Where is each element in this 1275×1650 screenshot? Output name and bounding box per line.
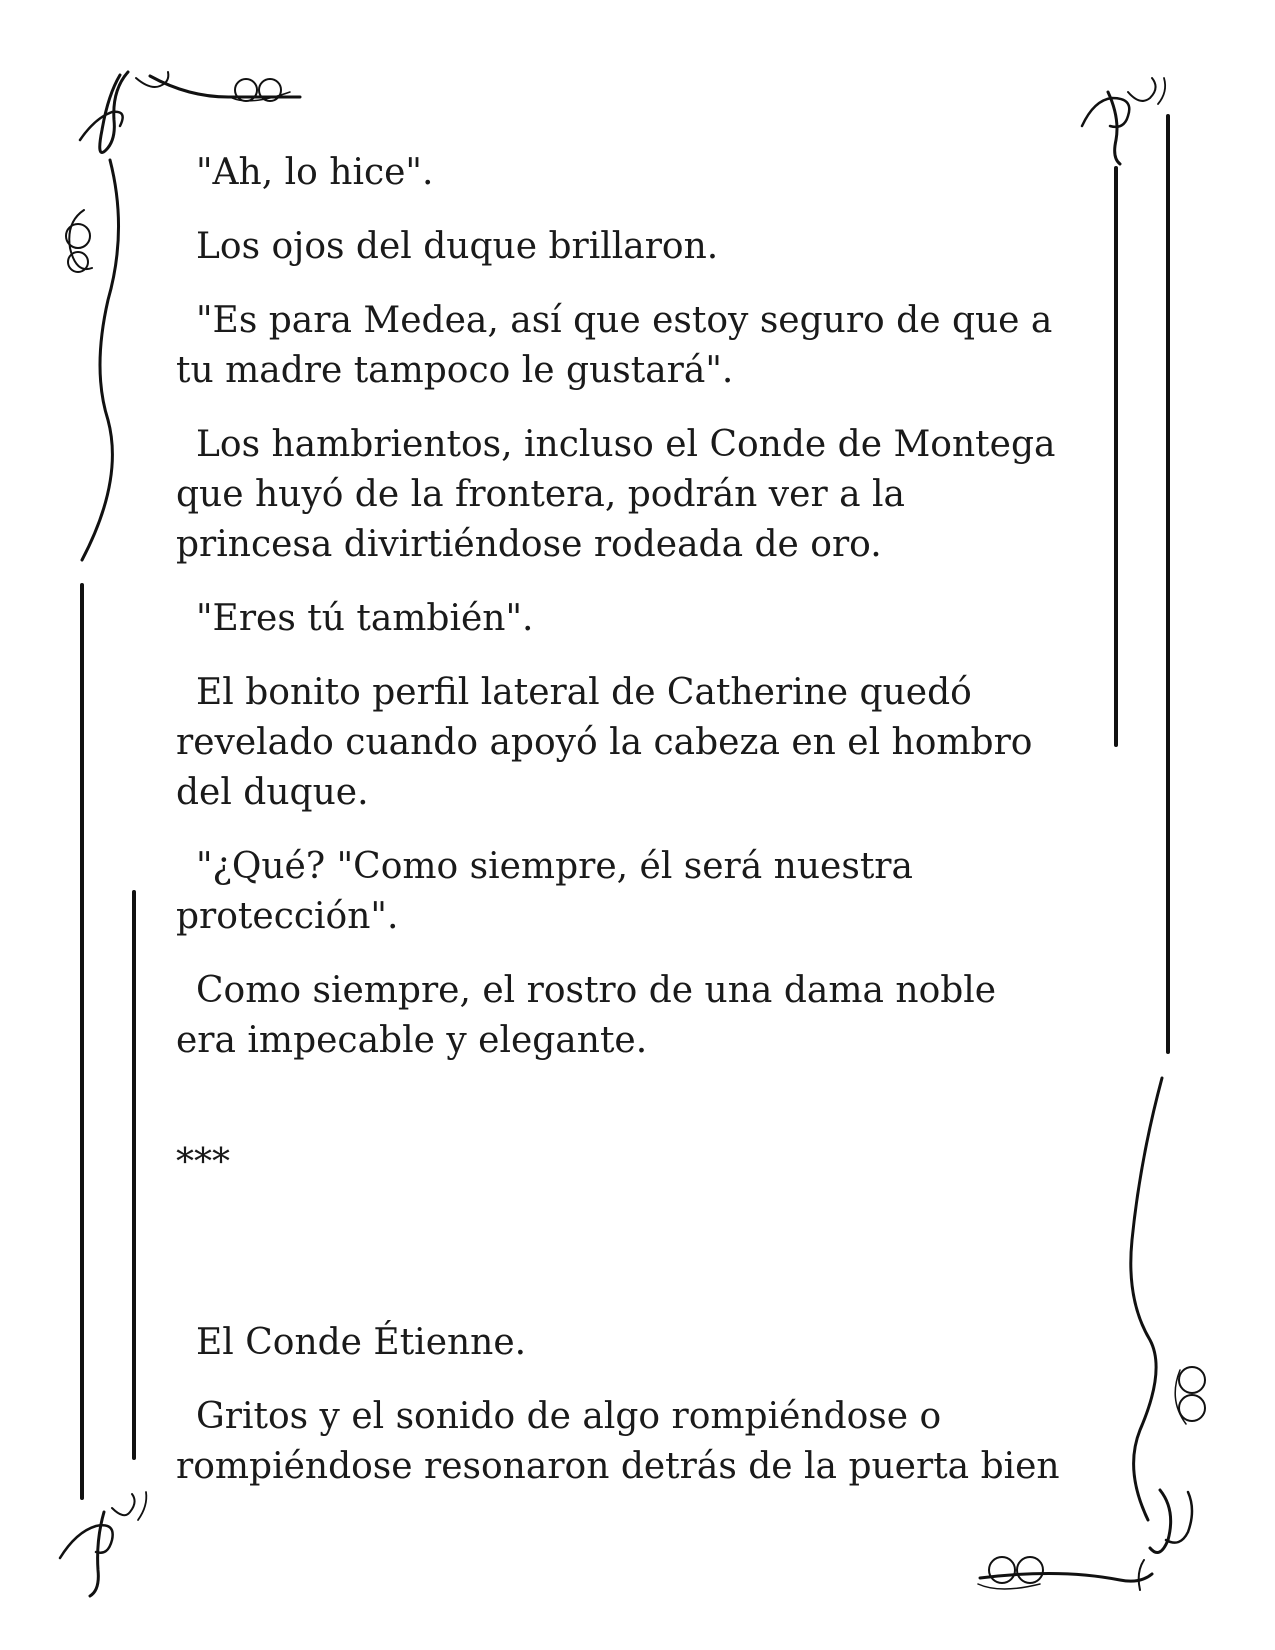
paragraph-0 (176, 148, 1106, 198)
text-line: "Ah, lo hice". (196, 152, 434, 193)
text-line: "¿Qué? "Como siempre, él será nuestra (196, 846, 913, 887)
text-line: Gritos y el sonido de algo rompiéndose o (196, 1396, 942, 1437)
text-line: tu madre tampoco le gustará". (176, 350, 734, 391)
text-line: protección". (176, 896, 399, 937)
paragraph-1 (176, 222, 1106, 272)
paragraph-6 (176, 842, 1106, 942)
paragraph-9 (176, 1392, 1106, 1492)
text-line: Los ojos del duque brillaron. (196, 226, 719, 267)
text-line: Los hambrientos, incluso el Conde de Montega (196, 424, 1056, 465)
section-separator: *** (176, 1142, 230, 1183)
text-line: El Conde Étienne. (196, 1322, 527, 1363)
paragraph-2 (176, 296, 1106, 396)
text-line: revelado cuando apoyó la cabeza en el hombro (176, 722, 1033, 763)
paragraph-5 (176, 668, 1106, 818)
page-body-text (176, 148, 1106, 1492)
paragraph-8 (176, 1318, 1106, 1368)
paragraph-4 (176, 594, 1106, 644)
text-line: princesa divirtiéndose rodeada de oro. (176, 524, 882, 565)
text-line: "Eres tú también". (196, 598, 534, 639)
paragraph-7 (176, 966, 1106, 1066)
text-line: El bonito perfil lateral de Catherine quedó (196, 672, 972, 713)
text-line: rompiéndose resonaron detrás de la puerta bien (176, 1446, 1060, 1487)
scroll-flourish-icon (60, 1492, 146, 1596)
text-line: era impecable y elegante. (176, 1020, 648, 1061)
text-line: del duque. (176, 772, 369, 813)
text-line: Como siempre, el rostro de una dama noble (196, 970, 997, 1011)
text-line: que huyó de la frontera, podrán ver a la (176, 474, 905, 515)
paragraph-3 (176, 420, 1106, 570)
text-line: "Es para Medea, así que estoy seguro de que a (196, 300, 1053, 341)
